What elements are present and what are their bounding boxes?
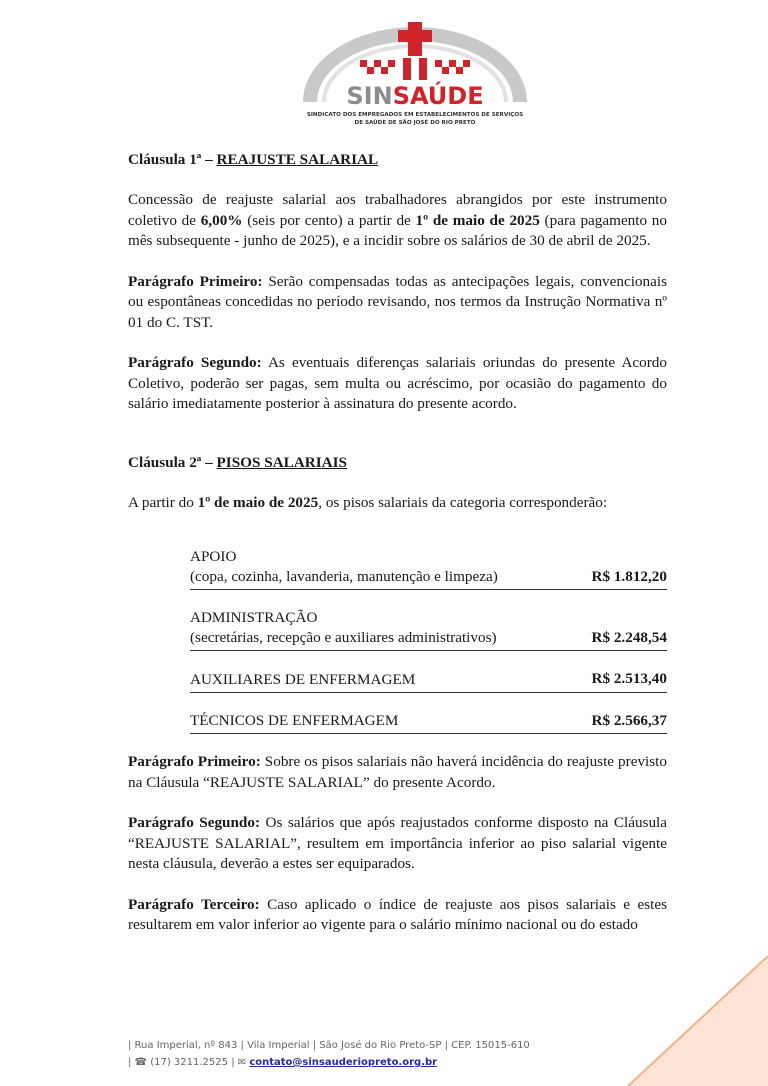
- floor-value: R$ 1.812,20: [591, 567, 667, 585]
- floor-value: R$ 2.248,54: [591, 628, 667, 646]
- clause2-prefix: Cláusula 2ª –: [128, 453, 217, 471]
- floor-label: TÉCNICOS DE ENFERMAGEM: [190, 712, 399, 729]
- salary-floors-table: [190, 547, 667, 734]
- clause1-paragraph-1: Parágrafo Primeiro: Serão compensadas todas as antecipações legais, convencionais ou espontâneas concedidas no período revisando, nos termos da Instrução Normativa nº 01 do C. TST.: [128, 272, 667, 331]
- clause2-title: PISOS SALARIAIS: [216, 453, 347, 471]
- clause1-paragraph-2: Parágrafo Segundo: As eventuais diferenças salariais oriundas do presente Acordo Coletivo, poderão ser pagas, sem multa ou acréscimo, por ocasião do pagamento do salário imediatamente posterior à assinatura do presente acordo.: [128, 354, 667, 412]
- footer: [128, 1037, 530, 1071]
- sinsaude-logo: [300, 22, 530, 132]
- footer-email-link[interactable]: contato@sinsauderiopreto.org.br: [249, 1057, 438, 1068]
- floor-detail: (copa, cozinha, lavanderia, manutenção e limpeza): [190, 568, 498, 585]
- floor-detail: (secretárias, recepção e auxiliares administrativos): [190, 629, 497, 646]
- footer-address: | Rua Imperial, nº 843 | Vila Imperial | São José do Rio Preto-SP | CEP. 15015-610: [128, 1040, 530, 1051]
- phone-icon: ☎: [134, 1057, 148, 1068]
- floor-value: R$ 2.513,40: [591, 670, 667, 687]
- table-row: [190, 547, 667, 590]
- logo-name-part2: SAÚDE: [392, 82, 484, 110]
- table-row: [190, 669, 667, 693]
- clause1-body: Concessão de reajuste salarial aos trabalhadores abrangidos por este instrumento coletivo de 6,00% (seis por cento) a partir de 1º de maio de 2025 (para pagamento no mês subsequente - junho de 2025), e a incidir sobre os salários de 30 de abril de 2025.: [128, 191, 667, 249]
- clause2-paragraph-2: Parágrafo Segundo: Os salários que após reajustados conforme disposto na Cláusula “REAJUSTE SALARIAL”, resultem em importância inferior ao piso salarial vigente nesta cláusula, deverão a estes ser equiparados.: [128, 814, 668, 872]
- clause1-heading: [128, 150, 667, 172]
- logo-subtitle-2: DE SAÚDE DE SÃO JOSÉ DO RIO PRETO: [354, 120, 476, 126]
- logo-subtitle-1: SINDICATO DOS EMPREGADOS EM ESTABELECIMENTOS DE SERVIÇOS: [306, 112, 524, 118]
- floor-label: APOIO: [190, 548, 237, 565]
- red-cross-icon: [398, 22, 432, 56]
- table-row: [190, 608, 667, 651]
- clause1-title: REAJUSTE SALARIAL: [216, 151, 379, 168]
- document-body: [128, 150, 667, 936]
- footer-phone: (17) 3211.2525: [150, 1057, 229, 1068]
- clause2-heading: [128, 453, 667, 475]
- clause2-paragraph-1: Parágrafo Primeiro: Sobre os pisos salariais não haverá incidência do reajuste previsto na Cláusula “REAJUSTE SALARIAL” do presente Acordo.: [128, 753, 667, 791]
- floor-value: R$ 2.566,37: [591, 711, 667, 729]
- svg-text:SINSAÚDE: [346, 80, 483, 110]
- mail-icon: ✉: [237, 1057, 247, 1068]
- logo-name-part1: SIN: [346, 82, 393, 110]
- footer-contact: | ☎ (17) 3211.2525 | ✉ contato@sinsauderiopreto.org.br: [128, 1057, 438, 1068]
- clause2-intro: A partir do 1º de maio de 2025, os pisos salariais da categoria corresponderão:: [128, 493, 608, 511]
- floor-label: AUXILIARES DE ENFERMAGEM: [190, 670, 416, 688]
- table-row: [190, 711, 667, 735]
- floor-label: ADMINISTRAÇÃO: [190, 609, 318, 626]
- clause2-paragraph-3: Parágrafo Terceiro: Caso aplicado o índice de reajuste aos pisos salariais e estes resultarem em valor inferior ao vigente para o salário mínimo nacional ou do estado: [128, 895, 667, 933]
- corner-decoration: [568, 916, 768, 1086]
- clause1-prefix: Cláusula 1ª –: [128, 151, 217, 168]
